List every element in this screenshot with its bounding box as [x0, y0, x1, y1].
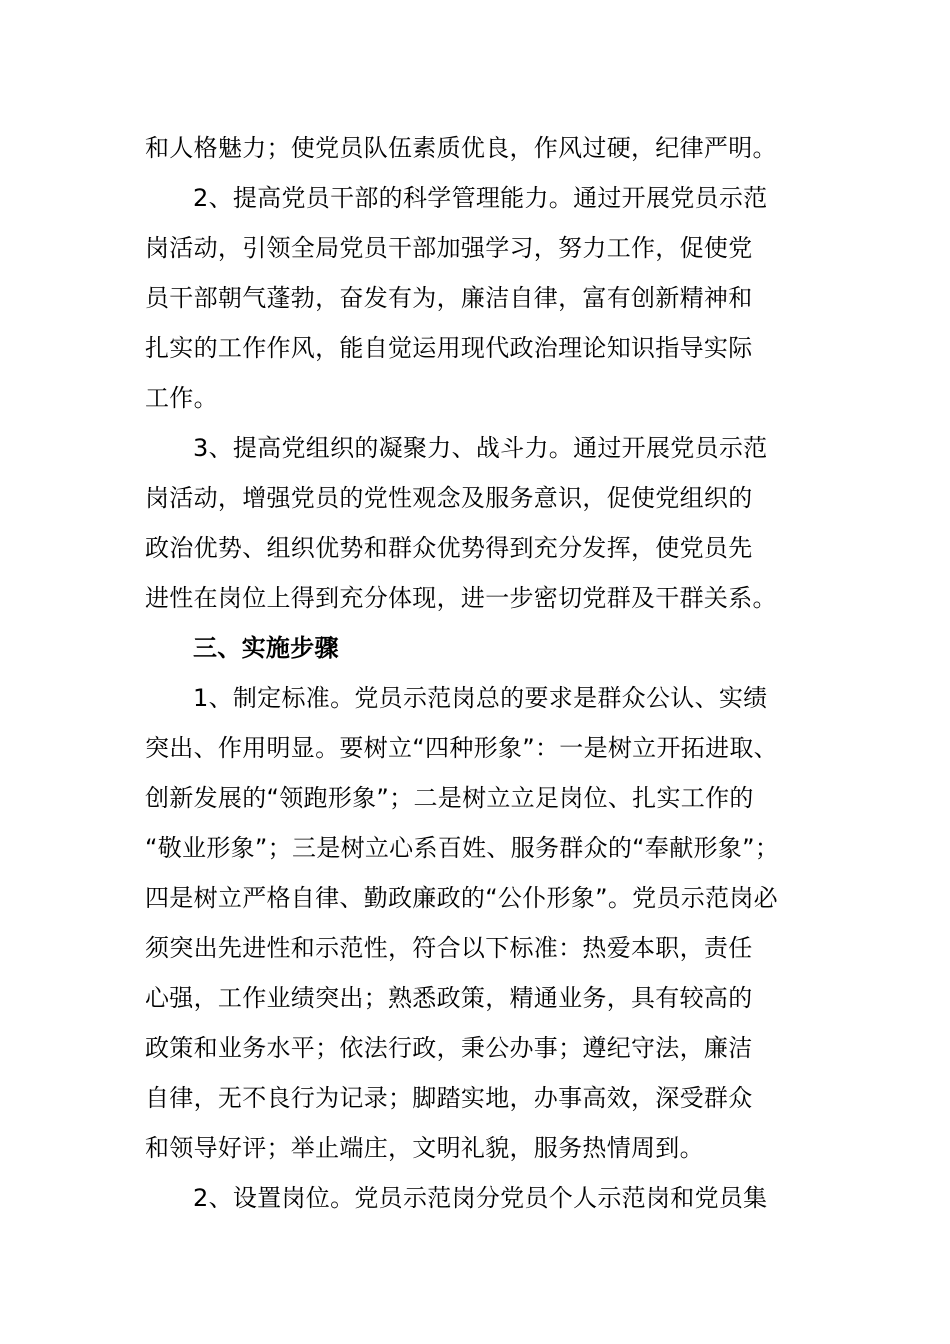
- text-line: 四是树立严格自律、勤政廉政的“公仆形象”。党员示范岗必: [145, 884, 778, 912]
- paragraph-start-line: 3、提高党组织的凝聚力、战斗力。通过开展党员示范: [193, 434, 768, 462]
- text-line: 创新发展的“领跑形象”；二是树立立足岗位、扎实工作的: [145, 784, 754, 812]
- text-line: 自律，无不良行为记录；脚踏实地，办事高效，深受群众: [145, 1084, 753, 1112]
- text-line: 和人格魅力；使党员队伍素质优良，作风过硬，纪律严明。: [145, 134, 777, 162]
- text-line: 突出、作用明显。要树立“四种形象”：一是树立开拓进取、: [145, 734, 778, 762]
- text-line: 工作。: [145, 384, 218, 412]
- text-line: 政治优势、组织优势和群众优势得到充分发挥，使党员先: [145, 534, 753, 562]
- section-heading: 三、实施步骤: [193, 634, 339, 662]
- text-line: 心强，工作业绩突出；熟悉政策，精通业务，具有较高的: [145, 984, 753, 1012]
- paragraph-start-line: 2、设置岗位。党员示范岗分党员个人示范岗和党员集: [193, 1184, 768, 1212]
- text-line: 和领导好评；举止端庄，文明礼貌，服务热情周到。: [145, 1134, 704, 1162]
- text-line: 岗活动，增强党员的党性观念及服务意识，促使党组织的: [145, 484, 753, 512]
- paragraph-start-line: 2、提高党员干部的科学管理能力。通过开展党员示范: [193, 184, 768, 212]
- paragraph-start-line: 1、制定标准。党员示范岗总的要求是群众公认、实绩: [193, 684, 768, 712]
- text-line: 员干部朝气蓬勃，奋发有为，廉洁自律，富有创新精神和: [145, 284, 753, 312]
- text-line: 扎实的工作作风，能自觉运用现代政治理论知识指导实际: [145, 334, 753, 362]
- text-line: 政策和业务水平；依法行政，秉公办事；遵纪守法，廉洁: [145, 1034, 753, 1062]
- text-line: “敬业形象”；三是树立心系百姓、服务群众的“奉献形象”；: [145, 834, 780, 862]
- text-line: 岗活动，引领全局党员干部加强学习，努力工作，促使党: [145, 234, 753, 262]
- text-line: 须突出先进性和示范性，符合以下标准：热爱本职，责任: [145, 934, 753, 962]
- text-line: 进性在岗位上得到充分体现，进一步密切党群及干群关系。: [145, 584, 777, 612]
